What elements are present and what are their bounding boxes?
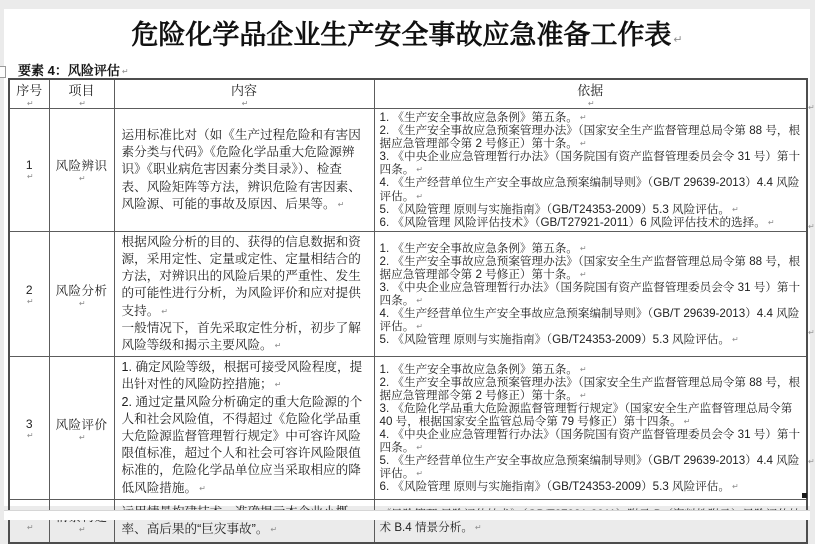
basis-cell <box>374 357 807 500</box>
paragraph-mark-icon: ↵ <box>673 34 683 46</box>
paragraph-mark-icon: ↵ <box>274 341 282 351</box>
item-cell: 风险评价 ↵ <box>49 357 114 500</box>
header-basis: 依据 ↵ <box>374 79 807 109</box>
table-resize-handle[interactable] <box>802 493 807 498</box>
paragraph-mark-icon: ↵ <box>587 99 595 108</box>
text-paragraph: 2. 《生产安全事故应急预案管理办法》（国家安全生产监督管理总局令第 88 号，根据应急管理部令第 2 号修正）第十条。 ↵ <box>379 254 801 281</box>
row-end-mark-icon: ↵ <box>808 457 815 466</box>
paragraph-mark-icon: ↵ <box>199 483 206 493</box>
document-title-text: 危险化学品企业生产安全事故应急准备工作表 <box>131 20 672 50</box>
document-title <box>0 13 814 52</box>
paragraph-mark-icon: ↵ <box>731 482 739 492</box>
bookmark-icon <box>0 66 6 78</box>
content-cell <box>114 499 374 543</box>
paragraph-mark-icon: ↵ <box>26 523 34 533</box>
text-paragraph: 根据风险分析的目的、获得的信息数据和资源，采用定性、定量或定性、定量相结合的方法，对辨识出的风险后果的严重性、发生的可能性进行分析，为风险评价和应对提供支持。 ↵ <box>121 234 361 318</box>
text-paragraph: 3. 《中央企业应急管理暂行办法》（国务院国有资产监督管理委员会令 31 号）第十四条。 ↵ <box>379 150 801 177</box>
paragraph-mark-icon: ↵ <box>731 335 739 345</box>
basis-cell <box>374 499 807 543</box>
text-paragraph: 1. 确定风险等级，根据可接受风险程度，提出针对性的风险防控措施； ↵ <box>121 360 363 392</box>
row-end-mark-icon: ↵ <box>808 222 815 231</box>
paragraph-mark-icon: ↵ <box>26 296 34 306</box>
paragraph-mark-icon: ↵ <box>78 432 87 442</box>
text-paragraph: 4. 《生产经营单位生产安全事故应急预案编制导则》（GB/T 29639-2013）4.4 风险评估。 ↵ <box>379 176 800 203</box>
text-paragraph: 2. 《生产安全事故应急预案管理办法》（国家安全生产监督管理总局令第 88 号，根据应急管理部令第 2 号修正）第十条。 ↵ <box>379 124 801 151</box>
text-paragraph: 6. 《风险管理 风险评估技术》（GB/T27921-2011）6 风险评估技术的选择。 ↵ <box>379 215 775 229</box>
item-cell: 风险辨识 ↵ <box>49 109 114 232</box>
table-row <box>9 109 807 232</box>
paragraph-mark-icon: ↵ <box>416 165 423 175</box>
paragraph-mark-icon: ↵ <box>579 269 587 279</box>
text-paragraph: 5. 《生产经营单位生产安全事故应急预案编制导则》（GB/T 29639-2013）4.4 风险评估。 ↵ <box>379 454 800 481</box>
paragraph-mark-icon: ↵ <box>79 99 86 108</box>
paragraph-mark-icon: ↵ <box>416 296 423 306</box>
header-no: 序号 ↵ <box>9 79 49 109</box>
paragraph-mark-icon: ↵ <box>683 416 691 426</box>
text-paragraph: 4. 《中央企业应急管理暂行办法》（国务院国有资产监督管理委员会令 31 号）第十四条。 ↵ <box>379 428 801 455</box>
paragraph-mark-icon: ↵ <box>579 139 587 149</box>
text-paragraph: 术 B.4 情景分析。 ↵ <box>379 520 482 534</box>
section-label-text: 要素 4：风险评估 <box>18 63 120 78</box>
paragraph-mark-icon: ↵ <box>416 322 423 332</box>
text-paragraph: 1. 《生产安全事故应急条例》第五条。 ↵ <box>379 241 587 255</box>
text-paragraph: 运用标准比对（如《生产过程危险和有害因素分类与代码》《危险化学品重大危险源辨识》《职业病危害因素分类目录》）、检查表、风险矩阵等方法，辨识危险有害因素、风险源、可能的事故及原因、后果等。 ↵ <box>121 127 361 211</box>
paragraph-mark-icon: ↵ <box>78 174 87 184</box>
text-paragraph: 1. 《生产安全事故应急条例》第五条。 ↵ <box>379 111 587 124</box>
paragraph-mark-icon: ↵ <box>416 443 423 453</box>
paragraph-mark-icon: ↵ <box>579 390 587 400</box>
table-row <box>9 231 807 356</box>
paragraph-mark-icon: ↵ <box>416 191 423 201</box>
paragraph-mark-icon: ↵ <box>416 469 423 479</box>
paragraph-mark-icon: ↵ <box>274 380 282 390</box>
row-number-cell <box>9 499 49 543</box>
paragraph-mark-icon: ↵ <box>26 172 34 182</box>
paragraph-mark-icon: ↵ <box>161 306 168 316</box>
text-paragraph: 率、高后果的“巨灾事故”。 ↵ <box>121 521 278 536</box>
section-label <box>18 60 129 79</box>
table-header-row <box>9 79 807 109</box>
table-row <box>9 499 807 543</box>
content-cell <box>114 231 374 356</box>
text-paragraph: 5. 《风险管理 原则与实施指南》（GB/T24353-2009）5.3 风险评估。 ↵ <box>379 333 739 347</box>
basis-cell <box>374 231 807 356</box>
text-paragraph: 3. 《危险化学品重大危险源监督管理暂行规定》（国家安全生产监督管理总局令第 40 号，根据国家安全监管总局令第 79 号修正）第十四条。 ↵ <box>379 401 793 428</box>
paragraph-mark-icon: ↵ <box>270 524 278 534</box>
content-cell <box>114 109 374 232</box>
paragraph-mark-icon: ↵ <box>767 217 775 227</box>
paragraph-mark-icon: ↵ <box>731 204 739 214</box>
paragraph-mark-icon: ↵ <box>78 525 87 535</box>
row-number-cell: 3 ↵ <box>9 357 49 500</box>
paragraph-mark-icon: ↵ <box>26 99 34 108</box>
header-item: 项目 ↵ <box>49 79 114 109</box>
paragraph-mark-icon: ↵ <box>337 199 345 209</box>
paragraph-mark-icon: ↵ <box>78 298 87 308</box>
text-paragraph: 3. 《中央企业应急管理暂行办法》（国务院国有资产监督管理委员会令 31 号）第十四条。 ↵ <box>379 280 801 308</box>
paragraph-mark-icon: ↵ <box>579 364 587 374</box>
text-paragraph: 2. 《生产安全事故应急预案管理办法》（国家安全生产监督管理总局令第 88 号，根据应急管理部令第 2 号修正）第十条。 ↵ <box>379 375 801 402</box>
paragraph-mark-icon: ↵ <box>121 67 129 76</box>
paragraph-mark-icon: ↵ <box>26 430 34 440</box>
row-end-mark-icon: ↵ <box>808 103 815 112</box>
text-paragraph: 1. 《生产安全事故应急条例》第五条。 ↵ <box>379 362 587 376</box>
row-number-cell: 1 ↵ <box>9 109 49 232</box>
text-paragraph: 2. 通过定量风险分析确定的重大危险源的个人和社会风险值，不得超过《危险化学品重大危险源监督管理暂行规定》中可容许风险限值标准，超过个人和社会可容许风险限值标准的，危险化学品单位应当采取相应的降低风险措施。 ↵ <box>121 394 363 495</box>
header-content: 内容 ↵ <box>114 79 374 109</box>
text-paragraph: 5. 《风险管理 原则与实施指南》（GB/T24353-2009）5.3 风险评估。 ↵ <box>379 202 739 216</box>
text-paragraph: 4. 《生产经营单位生产安全事故应急预案编制导则》（GB/T 29639-2013）4.4 风险评估。 ↵ <box>379 307 800 334</box>
row-number-cell: 2 ↵ <box>9 231 49 356</box>
row-end-mark-icon: ↵ <box>808 328 815 337</box>
text-paragraph: 6. 《风险管理 原则与实施指南》（GB/T24353-2009）5.3 风险评估。 ↵ <box>379 480 739 494</box>
text-paragraph: 一般情况下，首先采取定性分析，初步了解风险等级和揭示主要风险。 ↵ <box>121 320 361 353</box>
basis-cell <box>374 109 807 232</box>
item-cell <box>49 499 114 543</box>
paragraph-mark-icon: ↵ <box>579 113 587 122</box>
item-cell: 风险分析 ↵ <box>49 231 114 356</box>
next-page-edge <box>4 510 810 520</box>
paragraph-mark-icon: ↵ <box>474 522 482 532</box>
content-cell <box>114 357 374 500</box>
paragraph-mark-icon: ↵ <box>579 243 587 253</box>
table-row <box>9 357 807 500</box>
paragraph-mark-icon: ↵ <box>241 99 249 108</box>
risk-assessment-table <box>8 78 808 544</box>
